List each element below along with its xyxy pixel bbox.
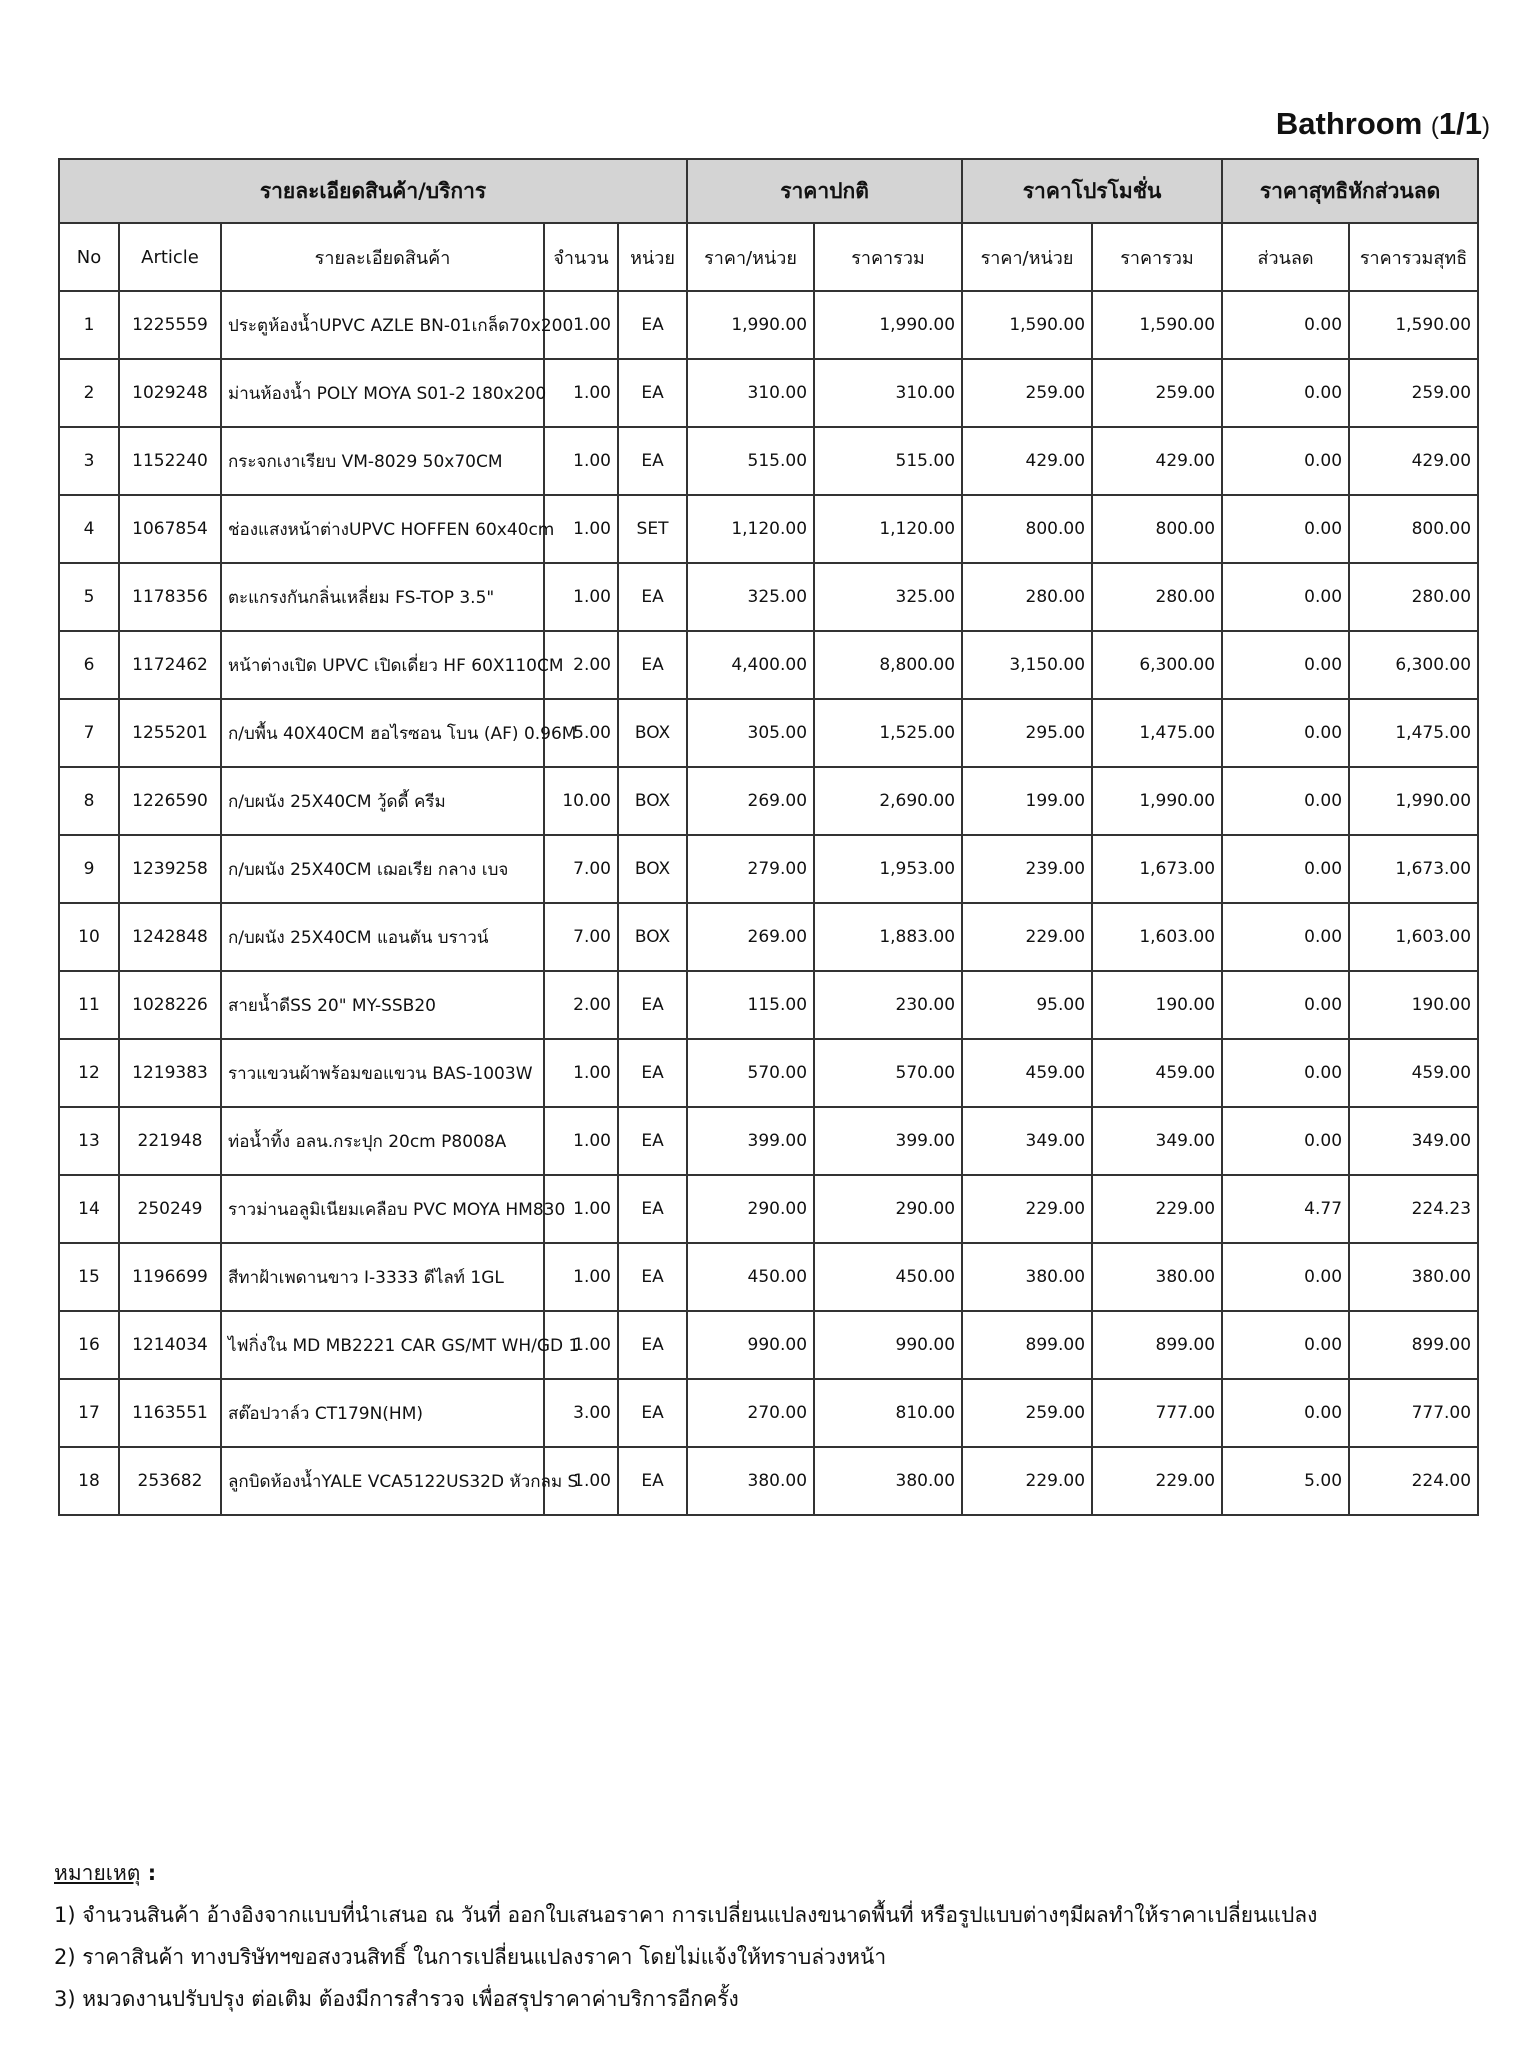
cell-promo-unit-price: 429.00 <box>962 427 1092 495</box>
cell-discount: 5.00 <box>1222 1447 1349 1515</box>
cell-qty: 7.00 <box>544 835 618 903</box>
table-row <box>59 1107 1478 1175</box>
cell-unit: EA <box>618 1379 687 1447</box>
cell-unit: EA <box>618 1039 687 1107</box>
cell-unit: EA <box>618 971 687 1039</box>
title-main: Bathroom <box>1275 106 1423 141</box>
col-qty: จำนวน <box>544 223 618 291</box>
cell-description: ไฟกิ่งใน MD MB2221 CAR GS/MT WH/GD 1 <box>221 1311 544 1379</box>
cell-discount: 0.00 <box>1222 767 1349 835</box>
cell-unit: EA <box>618 1311 687 1379</box>
cell-discount: 0.00 <box>1222 699 1349 767</box>
cell-normal-total: 1,953.00 <box>814 835 962 903</box>
cell-unit: EA <box>618 563 687 631</box>
cell-normal-total: 380.00 <box>814 1447 962 1515</box>
table-body <box>59 291 1478 1515</box>
cell-no: 7 <box>59 699 119 767</box>
cell-no: 15 <box>59 1243 119 1311</box>
cell-normal-unit-price: 269.00 <box>687 767 814 835</box>
cell-net-total: 190.00 <box>1349 971 1478 1039</box>
note-line-1: 1) จำนวนสินค้า อ้างอิงจากแบบที่นำเสนอ ณ วันที่ ออกใบเสนอราคา การเปลี่ยนแปลงขนาดพื้นที่ หรือรูปแบบต่างๆมีผลทำให้ราคาเปลี่ยนแปลง <box>54 1903 1318 1927</box>
cell-net-total: 429.00 <box>1349 427 1478 495</box>
cell-discount: 0.00 <box>1222 1311 1349 1379</box>
cell-normal-unit-price: 1,120.00 <box>687 495 814 563</box>
cell-normal-unit-price: 310.00 <box>687 359 814 427</box>
cell-discount: 0.00 <box>1222 427 1349 495</box>
cell-description: ราวม่านอลูมิเนียมเคลือบ PVC MOYA HM830 <box>221 1175 544 1243</box>
cell-promo-total: 6,300.00 <box>1092 631 1222 699</box>
cell-normal-total: 810.00 <box>814 1379 962 1447</box>
cell-promo-total: 380.00 <box>1092 1243 1222 1311</box>
cell-unit: EA <box>618 291 687 359</box>
cell-discount: 0.00 <box>1222 631 1349 699</box>
cell-no: 4 <box>59 495 119 563</box>
group-net-price: ราคาสุทธิหักส่วนลด <box>1222 159 1478 223</box>
cell-net-total: 1,990.00 <box>1349 767 1478 835</box>
cell-description: ก/บผนัง 25X40CM แอนตัน บราวน์ <box>221 903 544 971</box>
cell-normal-unit-price: 115.00 <box>687 971 814 1039</box>
cell-unit: EA <box>618 359 687 427</box>
cell-normal-total: 990.00 <box>814 1311 962 1379</box>
cell-net-total: 899.00 <box>1349 1311 1478 1379</box>
column-header-row <box>59 223 1478 291</box>
cell-normal-unit-price: 305.00 <box>687 699 814 767</box>
col-discount: ส่วนลด <box>1222 223 1349 291</box>
cell-article: 221948 <box>119 1107 221 1175</box>
note-line-3: 3) หมวดงานปรับปรุง ต่อเติม ต้องมีการสำรวจ เพื่อสรุปราคาค่าบริการอีกครั้ง <box>54 1987 739 2011</box>
cell-promo-unit-price: 229.00 <box>962 903 1092 971</box>
table-row <box>59 563 1478 631</box>
cell-promo-total: 899.00 <box>1092 1311 1222 1379</box>
cell-net-total: 6,300.00 <box>1349 631 1478 699</box>
table-row <box>59 1379 1478 1447</box>
table-row <box>59 1039 1478 1107</box>
cell-qty: 1.00 <box>544 1107 618 1175</box>
cell-promo-total: 459.00 <box>1092 1039 1222 1107</box>
table-row <box>59 631 1478 699</box>
cell-normal-total: 1,120.00 <box>814 495 962 563</box>
cell-promo-unit-price: 1,590.00 <box>962 291 1092 359</box>
cell-promo-unit-price: 229.00 <box>962 1447 1092 1515</box>
cell-net-total: 224.23 <box>1349 1175 1478 1243</box>
cell-article: 1214034 <box>119 1311 221 1379</box>
cell-normal-total: 230.00 <box>814 971 962 1039</box>
cell-description: ม่านห้องน้ำ POLY MOYA S01-2 180x200 <box>221 359 544 427</box>
cell-promo-unit-price: 899.00 <box>962 1311 1092 1379</box>
cell-description: ก/บพื้น 40X40CM ฮอไรซอน โบน (AF) 0.96M <box>221 699 544 767</box>
table-row <box>59 1447 1478 1515</box>
cell-normal-total: 290.00 <box>814 1175 962 1243</box>
cell-promo-total: 1,475.00 <box>1092 699 1222 767</box>
cell-promo-unit-price: 199.00 <box>962 767 1092 835</box>
cell-net-total: 1,475.00 <box>1349 699 1478 767</box>
cell-no: 9 <box>59 835 119 903</box>
cell-promo-total: 777.00 <box>1092 1379 1222 1447</box>
cell-no: 13 <box>59 1107 119 1175</box>
cell-net-total: 224.00 <box>1349 1447 1478 1515</box>
cell-promo-total: 1,673.00 <box>1092 835 1222 903</box>
title-paren-open: ( <box>1430 113 1439 140</box>
cell-net-total: 280.00 <box>1349 563 1478 631</box>
cell-promo-total: 1,590.00 <box>1092 291 1222 359</box>
table-row <box>59 495 1478 563</box>
cell-article: 1152240 <box>119 427 221 495</box>
quotation-table <box>58 158 1479 1516</box>
cell-normal-total: 399.00 <box>814 1107 962 1175</box>
cell-promo-total: 429.00 <box>1092 427 1222 495</box>
cell-net-total: 1,673.00 <box>1349 835 1478 903</box>
cell-discount: 0.00 <box>1222 1243 1349 1311</box>
cell-article: 1172462 <box>119 631 221 699</box>
cell-unit: EA <box>618 1175 687 1243</box>
cell-discount: 0.00 <box>1222 835 1349 903</box>
cell-discount: 0.00 <box>1222 1107 1349 1175</box>
cell-normal-total: 1,525.00 <box>814 699 962 767</box>
cell-normal-unit-price: 1,990.00 <box>687 291 814 359</box>
cell-article: 1029248 <box>119 359 221 427</box>
cell-net-total: 777.00 <box>1349 1379 1478 1447</box>
group-promo-price: ราคาโปรโมชั่น <box>962 159 1222 223</box>
cell-unit: EA <box>618 427 687 495</box>
cell-qty: 2.00 <box>544 631 618 699</box>
cell-normal-unit-price: 399.00 <box>687 1107 814 1175</box>
cell-description: ตะแกรงกันกลิ่นเหลี่ยม FS-TOP 3.5" <box>221 563 544 631</box>
cell-no: 14 <box>59 1175 119 1243</box>
col-normal-unit-price: ราคา/หน่วย <box>687 223 814 291</box>
cell-normal-total: 325.00 <box>814 563 962 631</box>
cell-article: 1178356 <box>119 563 221 631</box>
cell-description: ก/บผนัง 25X40CM วู้ดดี้ ครีม <box>221 767 544 835</box>
cell-article: 1196699 <box>119 1243 221 1311</box>
col-net-total: ราคารวมสุทธิ <box>1349 223 1478 291</box>
cell-net-total: 1,603.00 <box>1349 903 1478 971</box>
cell-normal-unit-price: 279.00 <box>687 835 814 903</box>
cell-promo-total: 229.00 <box>1092 1175 1222 1243</box>
cell-article: 1226590 <box>119 767 221 835</box>
cell-normal-unit-price: 990.00 <box>687 1311 814 1379</box>
table-row <box>59 1243 1478 1311</box>
cell-normal-unit-price: 450.00 <box>687 1243 814 1311</box>
cell-normal-unit-price: 325.00 <box>687 563 814 631</box>
cell-article: 1239258 <box>119 835 221 903</box>
cell-description: สต๊อปวาล์ว CT179N(HM) <box>221 1379 544 1447</box>
title-page: 1/1 <box>1438 106 1482 141</box>
cell-description: ประตูห้องน้ำUPVC AZLE BN-01เกล็ด70x200 <box>221 291 544 359</box>
notes-colon: : <box>140 1861 157 1885</box>
cell-net-total: 459.00 <box>1349 1039 1478 1107</box>
cell-promo-unit-price: 239.00 <box>962 835 1092 903</box>
table-row <box>59 971 1478 1039</box>
cell-unit: BOX <box>618 699 687 767</box>
cell-article: 1219383 <box>119 1039 221 1107</box>
cell-promo-total: 229.00 <box>1092 1447 1222 1515</box>
cell-promo-unit-price: 380.00 <box>962 1243 1092 1311</box>
cell-normal-unit-price: 270.00 <box>687 1379 814 1447</box>
cell-net-total: 349.00 <box>1349 1107 1478 1175</box>
cell-no: 11 <box>59 971 119 1039</box>
cell-qty: 1.00 <box>544 291 618 359</box>
cell-article: 1225559 <box>119 291 221 359</box>
cell-promo-unit-price: 280.00 <box>962 563 1092 631</box>
page-title <box>1276 106 1490 142</box>
table-row <box>59 835 1478 903</box>
cell-unit: EA <box>618 1107 687 1175</box>
cell-description: กระจกเงาเรียบ VM-8029 50x70CM <box>221 427 544 495</box>
cell-qty: 10.00 <box>544 767 618 835</box>
cell-promo-total: 1,990.00 <box>1092 767 1222 835</box>
cell-unit: BOX <box>618 903 687 971</box>
cell-normal-unit-price: 290.00 <box>687 1175 814 1243</box>
cell-qty: 1.00 <box>544 1243 618 1311</box>
cell-no: 17 <box>59 1379 119 1447</box>
note-line-2: 2) ราคาสินค้า ทางบริษัทฯขอสงวนสิทธิ์ ในการเปลี่ยนแปลงราคา โดยไม่แจ้งให้ทราบล่วงหน้า <box>54 1945 887 1969</box>
cell-promo-unit-price: 259.00 <box>962 1379 1092 1447</box>
cell-normal-total: 570.00 <box>814 1039 962 1107</box>
cell-normal-total: 450.00 <box>814 1243 962 1311</box>
cell-discount: 0.00 <box>1222 1379 1349 1447</box>
cell-article: 1028226 <box>119 971 221 1039</box>
cell-discount: 0.00 <box>1222 495 1349 563</box>
cell-no: 8 <box>59 767 119 835</box>
cell-normal-unit-price: 269.00 <box>687 903 814 971</box>
table-row <box>59 1175 1478 1243</box>
col-description: รายละเอียดสินค้า <box>221 223 544 291</box>
cell-qty: 2.00 <box>544 971 618 1039</box>
cell-no: 3 <box>59 427 119 495</box>
cell-no: 18 <box>59 1447 119 1515</box>
cell-normal-total: 515.00 <box>814 427 962 495</box>
cell-qty: 1.00 <box>544 1039 618 1107</box>
cell-unit: BOX <box>618 835 687 903</box>
notes-section <box>54 1852 1317 2020</box>
cell-discount: 0.00 <box>1222 359 1349 427</box>
col-unit: หน่วย <box>618 223 687 291</box>
cell-normal-total: 1,990.00 <box>814 291 962 359</box>
cell-discount: 0.00 <box>1222 563 1349 631</box>
cell-normal-total: 310.00 <box>814 359 962 427</box>
cell-description: ก/บผนัง 25X40CM เฌอเรีย กลาง เบจ <box>221 835 544 903</box>
cell-normal-unit-price: 4,400.00 <box>687 631 814 699</box>
cell-discount: 4.77 <box>1222 1175 1349 1243</box>
cell-qty: 1.00 <box>544 427 618 495</box>
cell-description: สีทาฝ้าเพดานขาว I-3333 ดีไลท์ 1GL <box>221 1243 544 1311</box>
col-promo-total: ราคารวม <box>1092 223 1222 291</box>
cell-qty: 1.00 <box>544 359 618 427</box>
cell-unit: EA <box>618 631 687 699</box>
cell-article: 253682 <box>119 1447 221 1515</box>
cell-promo-unit-price: 3,150.00 <box>962 631 1092 699</box>
cell-normal-unit-price: 515.00 <box>687 427 814 495</box>
cell-promo-unit-price: 349.00 <box>962 1107 1092 1175</box>
cell-description: ลูกบิดห้องน้ำYALE VCA5122US32D หัวกลม S <box>221 1447 544 1515</box>
cell-article: 1067854 <box>119 495 221 563</box>
col-normal-total: ราคารวม <box>814 223 962 291</box>
cell-no: 16 <box>59 1311 119 1379</box>
cell-net-total: 259.00 <box>1349 359 1478 427</box>
cell-discount: 0.00 <box>1222 1039 1349 1107</box>
cell-no: 10 <box>59 903 119 971</box>
cell-normal-total: 1,883.00 <box>814 903 962 971</box>
cell-promo-total: 280.00 <box>1092 563 1222 631</box>
cell-description: ท่อน้ำทิ้ง อลน.กระปุก 20cm P8008A <box>221 1107 544 1175</box>
cell-article: 1255201 <box>119 699 221 767</box>
notes-heading: หมายเหตุ <box>54 1861 141 1885</box>
table-row <box>59 903 1478 971</box>
cell-no: 2 <box>59 359 119 427</box>
cell-promo-total: 190.00 <box>1092 971 1222 1039</box>
cell-discount: 0.00 <box>1222 903 1349 971</box>
cell-promo-unit-price: 459.00 <box>962 1039 1092 1107</box>
cell-description: หน้าต่างเปิด UPVC เปิดเดี่ยว HF 60X110CM <box>221 631 544 699</box>
cell-normal-total: 8,800.00 <box>814 631 962 699</box>
cell-qty: 1.00 <box>544 495 618 563</box>
table-row <box>59 359 1478 427</box>
cell-article: 250249 <box>119 1175 221 1243</box>
cell-qty: 1.00 <box>544 1447 618 1515</box>
cell-promo-unit-price: 229.00 <box>962 1175 1092 1243</box>
table-row <box>59 427 1478 495</box>
col-promo-unit-price: ราคา/หน่วย <box>962 223 1092 291</box>
table-row <box>59 291 1478 359</box>
cell-promo-unit-price: 95.00 <box>962 971 1092 1039</box>
cell-unit: BOX <box>618 767 687 835</box>
group-normal-price: ราคาปกติ <box>687 159 962 223</box>
cell-description: สายน้ำดีSS 20" MY-SSB20 <box>221 971 544 1039</box>
cell-promo-total: 800.00 <box>1092 495 1222 563</box>
cell-qty: 1.00 <box>544 1311 618 1379</box>
cell-unit: EA <box>618 1447 687 1515</box>
cell-no: 12 <box>59 1039 119 1107</box>
table-row <box>59 1311 1478 1379</box>
cell-promo-unit-price: 800.00 <box>962 495 1092 563</box>
cell-normal-unit-price: 570.00 <box>687 1039 814 1107</box>
col-no: No <box>59 223 119 291</box>
cell-normal-unit-price: 380.00 <box>687 1447 814 1515</box>
cell-article: 1163551 <box>119 1379 221 1447</box>
cell-unit: SET <box>618 495 687 563</box>
cell-no: 5 <box>59 563 119 631</box>
group-details: รายละเอียดสินค้า/บริการ <box>59 159 687 223</box>
cell-net-total: 800.00 <box>1349 495 1478 563</box>
group-header-row <box>59 159 1478 223</box>
cell-promo-unit-price: 295.00 <box>962 699 1092 767</box>
table-row <box>59 699 1478 767</box>
title-paren-close: ) <box>1482 113 1490 140</box>
cell-description: ราวแขวนผ้าพร้อมขอแขวน BAS-1003W <box>221 1039 544 1107</box>
col-article: Article <box>119 223 221 291</box>
cell-net-total: 1,590.00 <box>1349 291 1478 359</box>
cell-qty: 5.00 <box>544 699 618 767</box>
cell-net-total: 380.00 <box>1349 1243 1478 1311</box>
cell-normal-total: 2,690.00 <box>814 767 962 835</box>
cell-promo-total: 1,603.00 <box>1092 903 1222 971</box>
cell-promo-total: 349.00 <box>1092 1107 1222 1175</box>
cell-unit: EA <box>618 1243 687 1311</box>
table-row <box>59 767 1478 835</box>
cell-no: 1 <box>59 291 119 359</box>
cell-qty: 7.00 <box>544 903 618 971</box>
cell-no: 6 <box>59 631 119 699</box>
cell-promo-unit-price: 259.00 <box>962 359 1092 427</box>
cell-promo-total: 259.00 <box>1092 359 1222 427</box>
cell-article: 1242848 <box>119 903 221 971</box>
cell-qty: 1.00 <box>544 1175 618 1243</box>
cell-discount: 0.00 <box>1222 971 1349 1039</box>
cell-qty: 1.00 <box>544 563 618 631</box>
cell-discount: 0.00 <box>1222 291 1349 359</box>
cell-description: ช่องแสงหน้าต่างUPVC HOFFEN 60x40cm <box>221 495 544 563</box>
cell-qty: 3.00 <box>544 1379 618 1447</box>
